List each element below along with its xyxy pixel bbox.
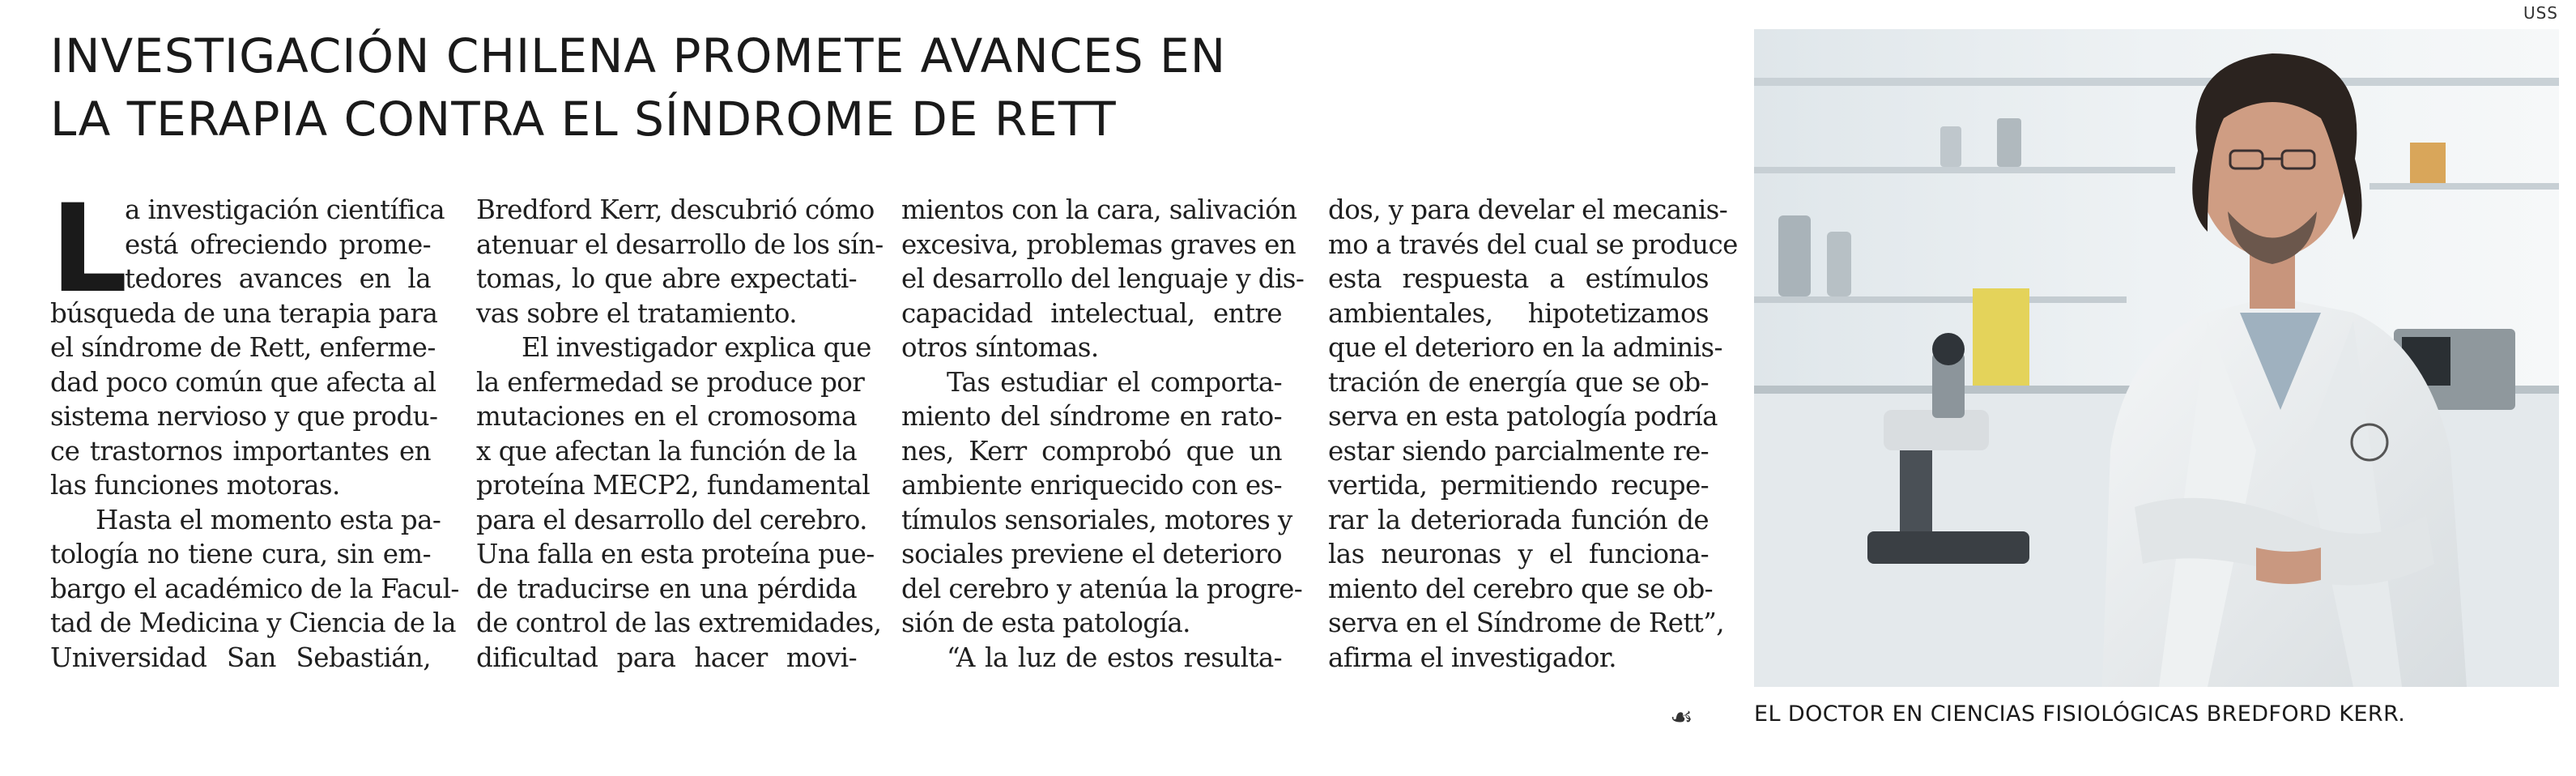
- text-line: “A la luz de estos resulta-: [947, 642, 1282, 673]
- text-line: vas sobre el tratamiento.: [476, 297, 798, 329]
- text-line: el síndrome de Rett, enfermе-: [50, 332, 436, 363]
- text-line: otros síntomas.: [901, 332, 1099, 363]
- source-label: USS: [2523, 3, 2558, 23]
- text-line: serva en esta patología podría: [1328, 401, 1718, 432]
- text-line: de control de las extremidades,: [476, 608, 882, 638]
- text-line: miento del cerebro que se ob-: [1328, 573, 1714, 604]
- text-line: sociales previene el deterioro: [901, 539, 1282, 569]
- text-line: capacidad intelectual, entre: [901, 297, 1282, 329]
- text-line: las funciones motoras.: [50, 470, 340, 501]
- article-column-4: [1328, 193, 1738, 675]
- paragraph: [901, 365, 1303, 641]
- text-line: para el desarrollo del cerebro.: [476, 504, 867, 535]
- text-line: tomas, lo que abre expectati-: [476, 263, 857, 294]
- paragraph: [1328, 193, 1738, 675]
- text-line: tedores avances en la: [125, 263, 431, 294]
- drop-cap: L: [50, 179, 127, 320]
- text-line: tad de Medicina y Ciencia de la: [50, 608, 456, 638]
- text-line: proteína MECP2, fundamental: [476, 470, 870, 501]
- headline-line: INVESTIGACIÓN CHILENA PROMETE AVANCES EN: [50, 28, 1227, 83]
- text-line: la enfermedad se produce por: [476, 366, 865, 398]
- text-line: el desarrollo del lenguaje y dis-: [901, 263, 1305, 294]
- text-line: esta respuesta a estímulos: [1328, 263, 1709, 294]
- photo-caption: EL DOCTOR EN CIENCIAS FISIOLÓGICAS BREDFORD KERR.: [1754, 701, 2406, 727]
- text-line: miento del síndrome en rato-: [901, 401, 1282, 432]
- text-line: tración de energía que se ob-: [1328, 366, 1709, 398]
- text-line: tología no tiene cura, sin em-: [50, 539, 431, 569]
- text-line: dificultad para hacer movi-: [476, 642, 857, 673]
- headline-line: LA TERAPIA CONTRA EL SÍNDROME DE RETT: [50, 92, 1117, 147]
- paragraph: [50, 503, 459, 676]
- paragraph: [476, 193, 884, 330]
- text-line: a investigación científica: [125, 194, 445, 225]
- text-line: x que afectan la función de la: [476, 435, 857, 467]
- paragraph: [901, 193, 1305, 365]
- article-headline: [50, 24, 1670, 151]
- text-line: dad poco común que afecta al: [50, 366, 436, 398]
- photo-illustration: [1754, 29, 2559, 687]
- text-line: mo a través del cual se produce: [1328, 228, 1738, 260]
- text-line: sistema nervioso y que produ-: [50, 401, 438, 432]
- text-line: Tas estudiar el comporta-: [947, 366, 1282, 398]
- text-line: está ofreciendo prome-: [125, 228, 431, 260]
- article-column-2: [476, 193, 884, 675]
- text-line: las neuronas y el funciona-: [1328, 539, 1709, 569]
- text-line: afirma el investigador.: [1328, 642, 1616, 673]
- text-line: Universidad San Sebastián,: [50, 642, 431, 673]
- text-line: estar siendo parcialmente re-: [1328, 435, 1709, 467]
- article-photo: [1754, 29, 2559, 687]
- paragraph: [901, 641, 1282, 676]
- text-line: de traducirse en una pérdida: [476, 573, 857, 604]
- text-line: Bredford Kerr, descubrió cómo: [476, 194, 875, 225]
- text-line: sión de esta patología.: [901, 608, 1190, 638]
- article-column-1: [50, 179, 459, 675]
- text-line: El investigador explica que: [522, 332, 871, 363]
- text-line: dos, y para develar el mecanis-: [1328, 194, 1728, 225]
- text-line: serva en el Síndrome de Rett”,: [1328, 608, 1724, 638]
- text-line: vertida, permitiendo recupe-: [1328, 470, 1709, 501]
- text-line: nes, Kerr comprobó que un: [901, 435, 1282, 467]
- text-line: Una falla en esta proteína pue-: [476, 539, 875, 569]
- text-line: excesiva, problemas graves en: [901, 228, 1297, 260]
- text-line: que el deterioro en la adminis-: [1328, 332, 1722, 363]
- text-line: atenuar el desarrollo de los sín-: [476, 228, 884, 260]
- text-line: Hasta el momento esta pa-: [96, 504, 441, 535]
- text-line: ambiente enriquecido con es-: [901, 470, 1282, 501]
- article-column-3: [901, 193, 1305, 675]
- text-line: ce trastornos importantes en: [50, 435, 431, 467]
- text-line: rar la deteriorada función de: [1328, 504, 1709, 535]
- text-line: tímulos sensoriales, motores y: [901, 504, 1292, 535]
- paragraph: [476, 330, 882, 675]
- text-line: mientos con la cara, salivación: [901, 194, 1297, 225]
- text-line: mutaciones en el cromosoma: [476, 401, 857, 432]
- text-line: del cerebro y atenúa la progre-: [901, 573, 1303, 604]
- text-line: ambientales, hipotetizamos: [1328, 297, 1709, 329]
- text-line: bargo el académico de la Facul-: [50, 573, 459, 604]
- text-line: búsqueda de una terapia para: [50, 297, 438, 329]
- end-of-article-mark: ☙: [1670, 701, 1693, 732]
